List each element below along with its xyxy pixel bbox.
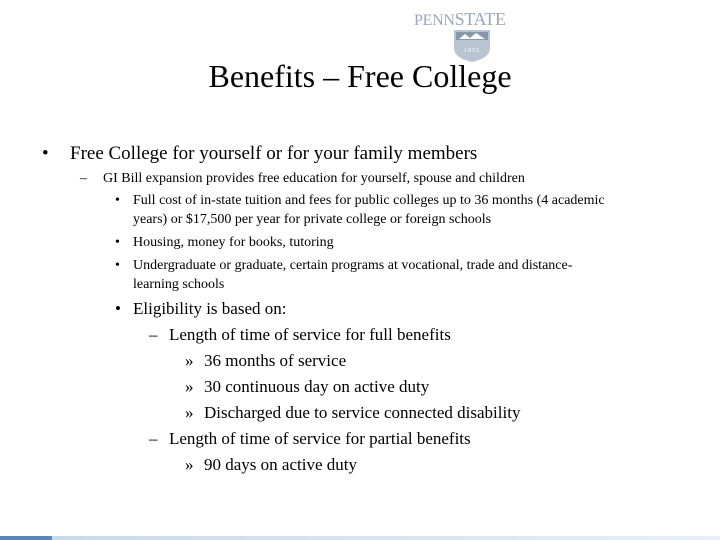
chevron-marker: »	[185, 403, 194, 422]
bullet-gi-bill: GI Bill expansion provides free education for yourself, spouse and children	[103, 171, 525, 186]
bullet-full-benefits: Length of time of service for full benefits	[169, 325, 451, 344]
bullet-housing: Housing, money for books, tutoring	[133, 235, 334, 250]
bullet-undergrad-line-2: learning schools	[133, 277, 225, 292]
bullet-marker: •	[115, 258, 120, 273]
bullet-full-cost-line-1: Full cost of in-state tuition and fees for public colleges up to 36 months (4 academic	[133, 193, 605, 208]
bullet-discharged: Discharged due to service connected disability	[204, 403, 521, 422]
dash-marker: –	[149, 429, 158, 448]
bullet-full-cost-line-2: years) or $17,500 per year for private college or foreign schools	[133, 212, 492, 227]
dash-marker: –	[149, 325, 158, 344]
bullet-90-days: 90 days on active duty	[204, 455, 357, 474]
bullet-marker: •	[115, 235, 120, 250]
chevron-marker: »	[185, 377, 194, 396]
dash-marker: –	[80, 171, 87, 186]
logo-wordmark	[414, 10, 506, 30]
slide-title: Benefits – Free College	[208, 58, 512, 94]
footer-bar	[0, 536, 720, 540]
bullet-marker: •	[42, 143, 49, 164]
logo-year: 1855	[464, 48, 480, 54]
bullet-30-days: 30 continuous day on active duty	[204, 377, 430, 396]
penn-state-logo	[414, 9, 506, 62]
bullet-partial-benefits: Length of time of service for partial benefits	[169, 429, 471, 448]
bullet-undergrad-line-1: Undergraduate or graduate, certain programs at vocational, trade and distance-	[133, 258, 573, 273]
bullet-eligibility: Eligibility is based on:	[133, 299, 287, 318]
logo-wordmark-small: PENN	[414, 12, 455, 29]
chevron-marker: »	[185, 455, 194, 474]
chevron-marker: »	[185, 351, 194, 370]
logo-wordmark-large: STATE	[454, 9, 506, 29]
bullet-free-college: Free College for yourself or for your family members	[70, 143, 478, 164]
bullet-marker: •	[115, 193, 120, 208]
bullet-marker: •	[115, 299, 121, 318]
bullet-36-months: 36 months of service	[204, 351, 347, 370]
